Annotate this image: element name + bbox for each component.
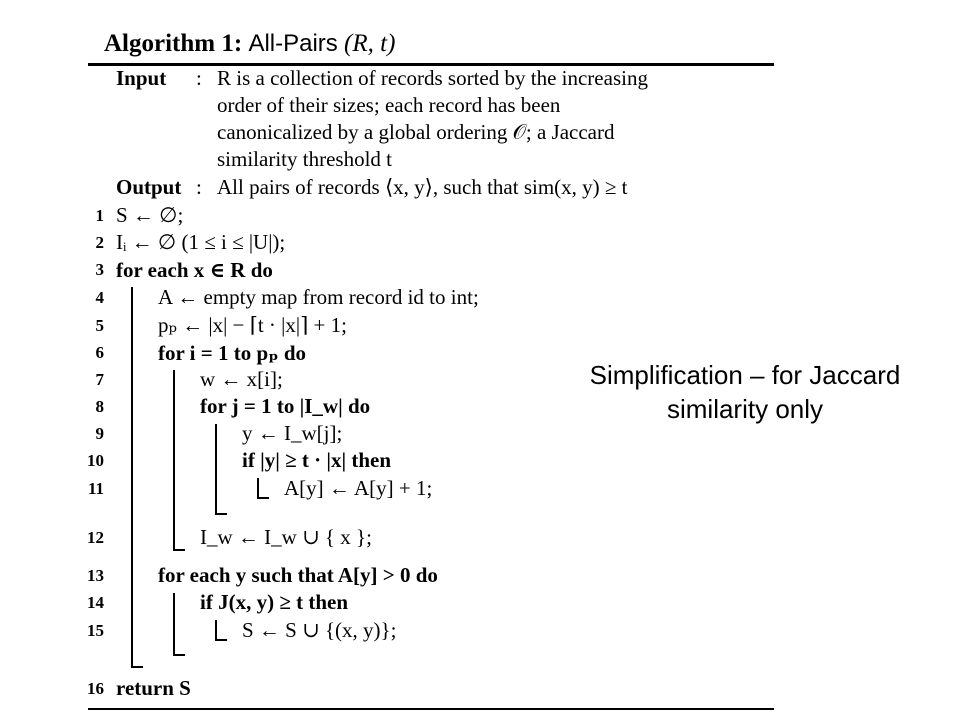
line-number-10: 10 xyxy=(87,451,104,470)
algorithm-keyword: Algorithm 1 xyxy=(104,30,234,57)
line-number-9: 9 xyxy=(95,424,104,443)
line-number-16: 16 xyxy=(87,679,104,698)
code-line-7: w ← x[i]; xyxy=(200,367,283,391)
input-line-2: order of their sizes; each record has been xyxy=(217,93,561,117)
annotation-line-2: similarity only xyxy=(666,394,824,424)
code-line-4: A ← empty map from record id to int; xyxy=(158,285,479,309)
code-line-13: for each y such that A[y] > 0 do xyxy=(158,563,438,587)
line-number-13: 13 xyxy=(87,566,104,585)
output-colon: : xyxy=(196,175,202,199)
block-foot-for-j xyxy=(215,513,227,515)
input-label: Input xyxy=(116,66,167,90)
line-number-2: 2 xyxy=(95,233,104,252)
algorithm-args: (R, t) xyxy=(344,30,396,57)
algorithm-name: All-Pairs xyxy=(248,30,338,57)
block-foot-for-x xyxy=(131,666,143,668)
bottom-rule xyxy=(88,708,774,710)
code-line-2: Iᵢ ← ∅ (1 ≤ i ≤ |U|); xyxy=(116,230,286,254)
block-bar-for-x xyxy=(131,287,133,667)
line-number-8: 8 xyxy=(95,397,104,416)
block-foot-if-size xyxy=(257,497,269,499)
block-bar-if-size xyxy=(257,478,259,498)
line-number-11: 11 xyxy=(87,479,104,498)
annotation-note xyxy=(560,358,930,426)
code-line-12: I_w ← I_w ∪ { x }; xyxy=(200,525,372,549)
input-line-4: similarity threshold t xyxy=(217,147,392,171)
code-line-11: A[y] ← A[y] + 1; xyxy=(284,476,433,500)
code-line-6: for i = 1 to pₚ do xyxy=(158,341,307,365)
code-line-14: if J(x, y) ≥ t then xyxy=(200,590,349,614)
code-line-1: S ← ∅; xyxy=(116,203,184,227)
block-foot-for-i xyxy=(173,549,185,551)
block-bar-if-j xyxy=(215,620,217,640)
input-colon: : xyxy=(196,66,202,90)
block-foot-for-y xyxy=(173,654,185,656)
block-bar-for-i xyxy=(173,370,175,550)
annotation-line-1: Simplification – for Jaccard xyxy=(589,360,901,390)
code-line-16: return S xyxy=(116,676,191,700)
code-line-3: for each x ∈ R do xyxy=(116,258,273,282)
code-line-8: for j = 1 to |I_w| do xyxy=(200,394,371,418)
line-number-15: 15 xyxy=(87,621,104,640)
code-line-9: y ← I_w[j]; xyxy=(242,421,343,445)
line-number-1: 1 xyxy=(95,206,104,225)
block-foot-if-j xyxy=(215,639,227,641)
line-number-12: 12 xyxy=(87,528,104,547)
block-bar-for-j xyxy=(215,424,217,514)
line-number-7: 7 xyxy=(95,370,104,389)
code-line-10: if |y| ≥ t · |x| then xyxy=(242,448,392,472)
line-number-6: 6 xyxy=(95,343,104,362)
line-number-4: 4 xyxy=(95,288,104,307)
output-text: All pairs of records ⟨x, y⟩, such that sim(x, y) ≥ t xyxy=(217,175,628,199)
line-number-5: 5 xyxy=(95,316,104,335)
algorithm-title: Algorithm 1: All-Pairs (R, t) xyxy=(104,30,396,57)
input-line-1: R is a collection of records sorted by the increasing xyxy=(217,66,648,90)
code-line-5: pₚ ← |x| − ⌈t · |x|⌉ + 1; xyxy=(158,313,347,337)
line-number-3: 3 xyxy=(95,260,104,279)
output-label: Output xyxy=(116,175,182,199)
line-number-14: 14 xyxy=(87,593,104,612)
input-line-3: canonicalized by a global ordering 𝒪; a Jaccard xyxy=(217,120,615,144)
code-line-15: S ← S ∪ {(x, y)}; xyxy=(242,618,397,642)
block-bar-for-y xyxy=(173,593,175,655)
